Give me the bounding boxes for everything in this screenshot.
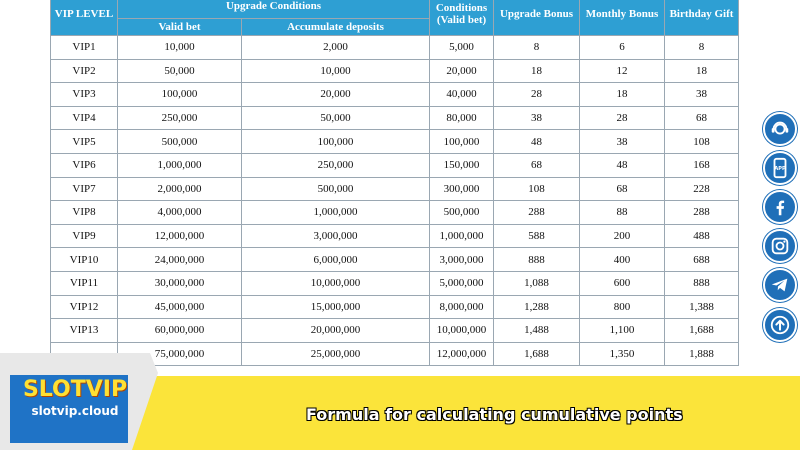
cell-conditions: 12,000,000 xyxy=(430,342,494,366)
cell-monthly-bonus: 38 xyxy=(580,130,665,154)
cell-conditions: 500,000 xyxy=(430,201,494,225)
cell-monthly-bonus: 1,350 xyxy=(580,342,665,366)
header-monthly-bonus: Monthly Bonus xyxy=(580,0,665,36)
cell-vip-level: VIP9 xyxy=(51,224,118,248)
telegram-icon xyxy=(769,274,791,296)
cell-monthly-bonus: 48 xyxy=(580,153,665,177)
cell-vip-level: VIP10 xyxy=(51,248,118,272)
app-download-icon xyxy=(769,157,791,179)
header-conditions: Conditions (Valid bet) xyxy=(430,0,494,36)
cell-monthly-bonus: 28 xyxy=(580,106,665,130)
cell-valid-bet: 10,000 xyxy=(118,36,242,60)
cell-birthday-gift: 18 xyxy=(665,59,739,83)
cell-accumulate-deposits: 25,000,000 xyxy=(242,342,430,366)
cell-valid-bet: 60,000,000 xyxy=(118,319,242,343)
cell-upgrade-bonus: 28 xyxy=(494,83,580,107)
header-birthday-gift: Birthday Gift xyxy=(665,0,739,36)
table-row xyxy=(51,319,739,343)
cell-upgrade-bonus: 108 xyxy=(494,177,580,201)
cell-accumulate-deposits: 3,000,000 xyxy=(242,224,430,248)
cell-conditions: 40,000 xyxy=(430,83,494,107)
cell-upgrade-bonus: 888 xyxy=(494,248,580,272)
cell-conditions: 1,000,000 xyxy=(430,224,494,248)
table-row xyxy=(51,153,739,177)
cell-vip-level: VIP12 xyxy=(51,295,118,319)
instagram-icon xyxy=(769,235,791,257)
cell-accumulate-deposits: 15,000,000 xyxy=(242,295,430,319)
cell-birthday-gift: 288 xyxy=(665,201,739,225)
cell-conditions: 5,000,000 xyxy=(430,271,494,295)
cell-valid-bet: 250,000 xyxy=(118,106,242,130)
cell-conditions: 150,000 xyxy=(430,153,494,177)
header-accumulate-deposits: Accumulate deposits xyxy=(242,19,430,36)
logo-title: SLOTVIP xyxy=(22,377,128,402)
cell-birthday-gift: 1,688 xyxy=(665,319,739,343)
cell-birthday-gift: 488 xyxy=(665,224,739,248)
vip-table-container xyxy=(50,0,738,366)
cell-valid-bet: 12,000,000 xyxy=(118,224,242,248)
cell-valid-bet: 4,000,000 xyxy=(118,201,242,225)
cell-accumulate-deposits: 10,000 xyxy=(242,59,430,83)
vip-level-table xyxy=(50,0,739,366)
cell-accumulate-deposits: 6,000,000 xyxy=(242,248,430,272)
svg-text:APP: APP xyxy=(774,165,786,172)
header-upgrade-conditions: Upgrade Conditions xyxy=(118,0,430,19)
cell-vip-level: VIP11 xyxy=(51,271,118,295)
cell-accumulate-deposits: 500,000 xyxy=(242,177,430,201)
cell-conditions: 300,000 xyxy=(430,177,494,201)
cell-upgrade-bonus: 8 xyxy=(494,36,580,60)
header-vip-level: VIP LEVEL xyxy=(51,0,118,36)
header-valid-bet: Valid bet xyxy=(118,19,242,36)
cell-vip-level: VIP1 xyxy=(51,36,118,60)
table-row xyxy=(51,224,739,248)
facebook-icon xyxy=(769,196,791,218)
scroll-top-button[interactable] xyxy=(763,308,797,342)
cell-upgrade-bonus: 588 xyxy=(494,224,580,248)
table-row xyxy=(51,36,739,60)
cell-upgrade-bonus: 38 xyxy=(494,106,580,130)
cell-upgrade-bonus: 1,688 xyxy=(494,342,580,366)
facebook-button[interactable] xyxy=(763,190,797,224)
cell-vip-level: VIP5 xyxy=(51,130,118,154)
cell-monthly-bonus: 800 xyxy=(580,295,665,319)
cell-upgrade-bonus: 68 xyxy=(494,153,580,177)
cell-birthday-gift: 168 xyxy=(665,153,739,177)
cell-monthly-bonus: 88 xyxy=(580,201,665,225)
cell-birthday-gift: 8 xyxy=(665,36,739,60)
cell-valid-bet: 500,000 xyxy=(118,130,242,154)
header-upgrade-bonus: Upgrade Bonus xyxy=(494,0,580,36)
cell-birthday-gift: 888 xyxy=(665,271,739,295)
telegram-button[interactable] xyxy=(763,268,797,302)
table-row xyxy=(51,106,739,130)
cell-accumulate-deposits: 10,000,000 xyxy=(242,271,430,295)
cell-monthly-bonus: 200 xyxy=(580,224,665,248)
cell-valid-bet: 50,000 xyxy=(118,59,242,83)
cell-accumulate-deposits: 1,000,000 xyxy=(242,201,430,225)
table-row xyxy=(51,295,739,319)
cell-birthday-gift: 1,388 xyxy=(665,295,739,319)
table-row xyxy=(51,271,739,295)
cell-conditions: 100,000 xyxy=(430,130,494,154)
cell-vip-level: VIP13 xyxy=(51,319,118,343)
cell-vip-level: VIP2 xyxy=(51,59,118,83)
table-row xyxy=(51,83,739,107)
cell-valid-bet: 100,000 xyxy=(118,83,242,107)
table-row xyxy=(51,248,739,272)
table-row xyxy=(51,201,739,225)
cell-birthday-gift: 688 xyxy=(665,248,739,272)
table-row xyxy=(51,59,739,83)
cell-conditions: 3,000,000 xyxy=(430,248,494,272)
cell-birthday-gift: 1,888 xyxy=(665,342,739,366)
cell-accumulate-deposits: 100,000 xyxy=(242,130,430,154)
scroll-top-icon xyxy=(769,314,791,336)
cell-upgrade-bonus: 1,088 xyxy=(494,271,580,295)
banner-caption: Formula for calculating cumulative points xyxy=(306,405,683,424)
cell-birthday-gift: 108 xyxy=(665,130,739,154)
support-button[interactable] xyxy=(763,112,797,146)
support-agent-icon xyxy=(769,118,791,140)
cell-valid-bet: 24,000,000 xyxy=(118,248,242,272)
cell-accumulate-deposits: 50,000 xyxy=(242,106,430,130)
cell-birthday-gift: 228 xyxy=(665,177,739,201)
cell-accumulate-deposits: 20,000 xyxy=(242,83,430,107)
cell-vip-level: VIP7 xyxy=(51,177,118,201)
cell-conditions: 80,000 xyxy=(430,106,494,130)
cell-upgrade-bonus: 288 xyxy=(494,201,580,225)
vip-table-body xyxy=(51,36,739,366)
cell-vip-level: VIP3 xyxy=(51,83,118,107)
cell-birthday-gift: 68 xyxy=(665,106,739,130)
cell-upgrade-bonus: 1,288 xyxy=(494,295,580,319)
cell-monthly-bonus: 600 xyxy=(580,271,665,295)
cell-upgrade-bonus: 1,488 xyxy=(494,319,580,343)
cell-monthly-bonus: 400 xyxy=(580,248,665,272)
cell-monthly-bonus: 12 xyxy=(580,59,665,83)
cell-conditions: 10,000,000 xyxy=(430,319,494,343)
cell-accumulate-deposits: 250,000 xyxy=(242,153,430,177)
cell-conditions: 20,000 xyxy=(430,59,494,83)
cell-monthly-bonus: 18 xyxy=(580,83,665,107)
cell-valid-bet: 1,000,000 xyxy=(118,153,242,177)
cell-vip-level: VIP6 xyxy=(51,153,118,177)
table-row xyxy=(51,130,739,154)
cell-upgrade-bonus: 18 xyxy=(494,59,580,83)
cell-upgrade-bonus: 48 xyxy=(494,130,580,154)
logo-url: slotvip.cloud xyxy=(31,404,119,418)
cell-accumulate-deposits: 2,000 xyxy=(242,36,430,60)
cell-accumulate-deposits: 20,000,000 xyxy=(242,319,430,343)
app-download-button[interactable] xyxy=(763,151,797,185)
cell-valid-bet: 75,000,000 xyxy=(118,342,242,366)
cell-valid-bet: 30,000,000 xyxy=(118,271,242,295)
cell-conditions: 5,000 xyxy=(430,36,494,60)
cell-vip-level: VIP4 xyxy=(51,106,118,130)
cell-monthly-bonus: 1,100 xyxy=(580,319,665,343)
cell-valid-bet: 45,000,000 xyxy=(118,295,242,319)
cell-conditions: 8,000,000 xyxy=(430,295,494,319)
table-row xyxy=(51,177,739,201)
cell-monthly-bonus: 68 xyxy=(580,177,665,201)
cell-valid-bet: 2,000,000 xyxy=(118,177,242,201)
cell-monthly-bonus: 6 xyxy=(580,36,665,60)
cell-birthday-gift: 38 xyxy=(665,83,739,107)
cell-vip-level: VIP8 xyxy=(51,201,118,225)
instagram-button[interactable] xyxy=(763,229,797,263)
